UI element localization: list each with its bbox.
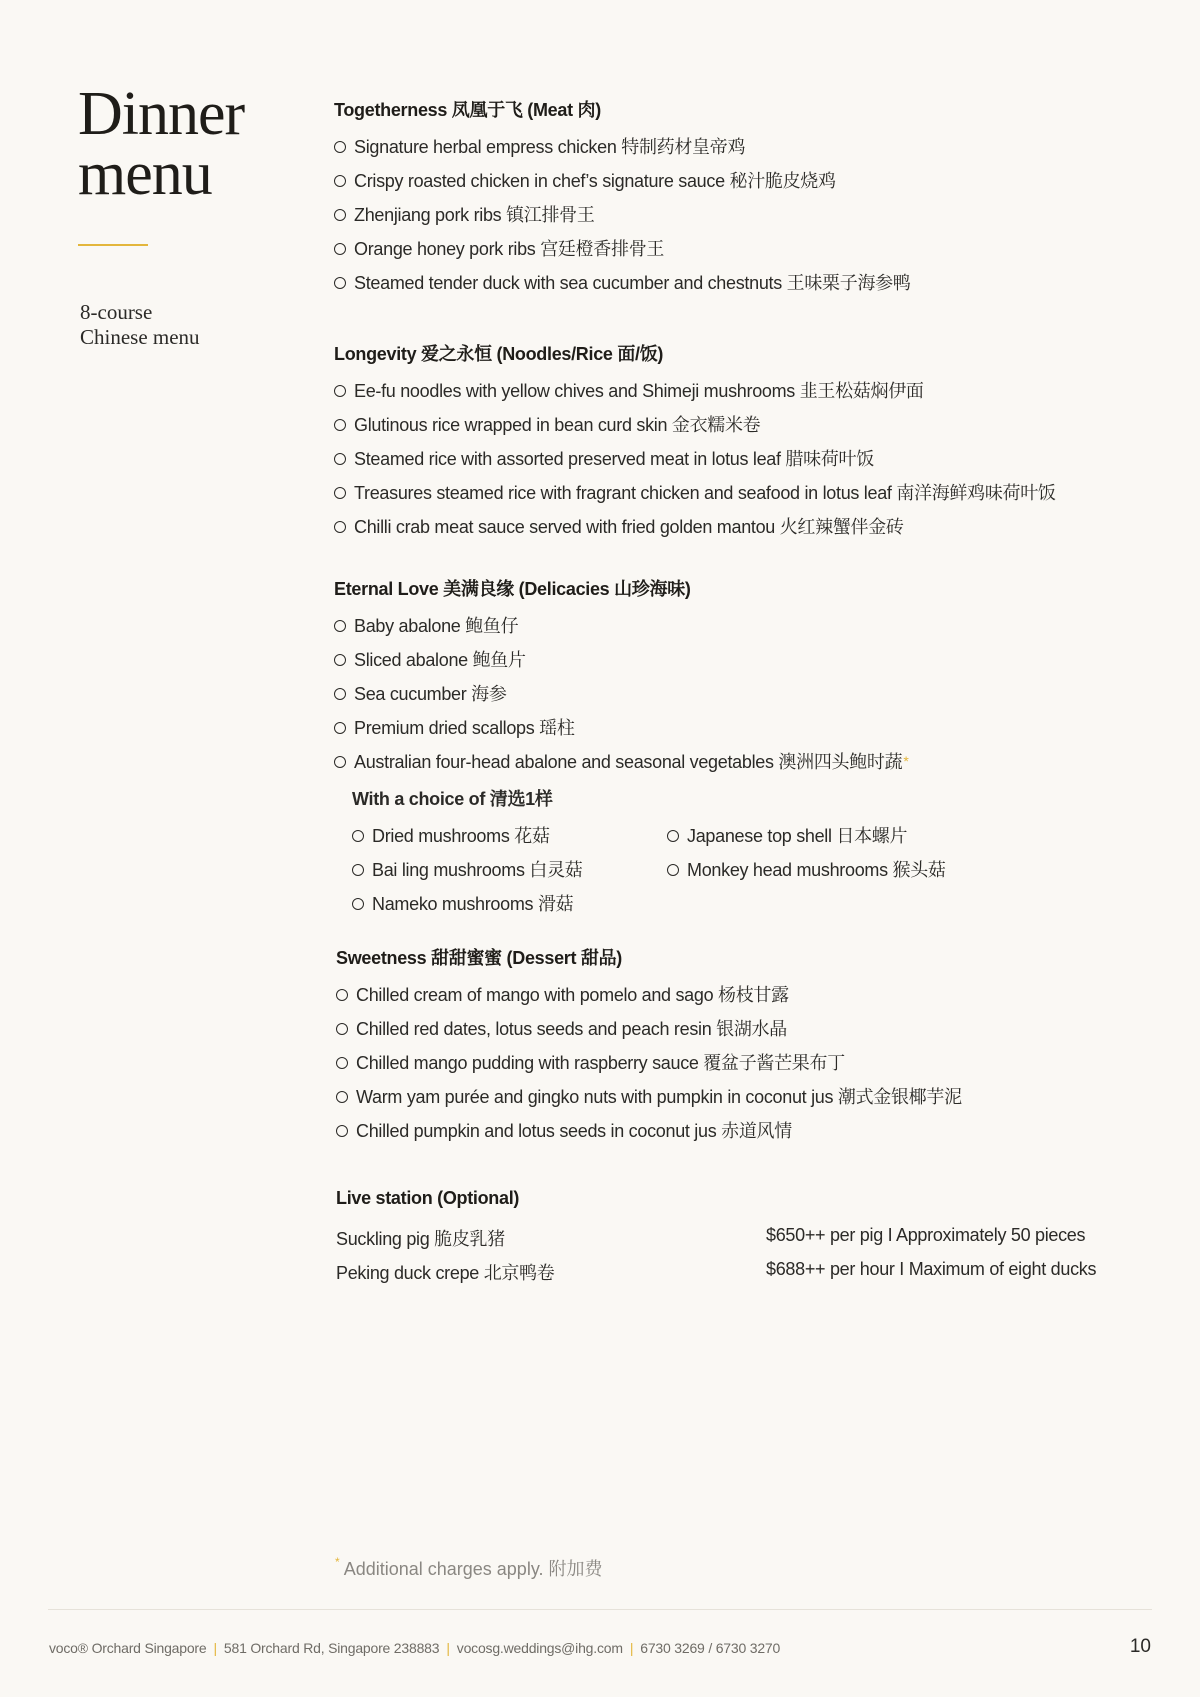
choice-item: Japanese top shell 日本螺片: [667, 822, 907, 848]
menu-item: Chilled pumpkin and lotus seeds in coconut jus 赤道风情: [336, 1117, 792, 1143]
circle-bullet-icon: [334, 277, 346, 289]
live-station-item-name: Peking duck crepe 北京鸭卷: [336, 1263, 555, 1283]
circle-bullet-icon: [334, 688, 346, 700]
menu-item: Steamed rice with assorted preserved meat in lotus leaf 腊味荷叶饭: [334, 445, 874, 471]
menu-item: Australian four-head abalone and seasonal vegetables 澳洲四头鲍时蔬 *: [334, 748, 908, 774]
menu-item: Steamed tender duck with sea cucumber and chestnuts 王味栗子海参鸭: [334, 269, 911, 295]
additional-charges-note: [334, 1555, 602, 1581]
circle-bullet-icon: [334, 385, 346, 397]
circle-bullet-icon: [334, 419, 346, 431]
menu-item: Signature herbal empress chicken 特制药材皇帝鸡: [334, 133, 745, 159]
circle-bullet-icon: [334, 453, 346, 465]
page-number: 10: [1129, 1636, 1151, 1657]
circle-bullet-icon: [352, 864, 364, 876]
additional-charge-asterisk: *: [903, 753, 909, 769]
choice-item: Dried mushrooms 花菇: [352, 822, 550, 848]
menu-item: Zhenjiang pork ribs 镇江排骨王: [334, 201, 595, 227]
note-text: Additional charges apply. 附加费: [343, 1559, 603, 1579]
page-title: [78, 80, 245, 208]
circle-bullet-icon: [334, 243, 346, 255]
circle-bullet-icon: [334, 521, 346, 533]
menu-item: Glutinous rice wrapped in bean curd skin 金衣糯米卷: [334, 411, 760, 437]
menu-item: Warm yam purée and gingko nuts with pumpkin in coconut jus 潮式金银椰芋泥: [336, 1083, 962, 1109]
section-heading-longevity: Longevity 爱之永恒 (Noodles/Rice 面/饭): [334, 344, 664, 364]
footer-separator: |: [446, 1640, 450, 1656]
menu-item: Sliced abalone 鲍鱼片: [334, 646, 526, 672]
menu-item: Sea cucumber 海参: [334, 680, 507, 706]
section-heading-sweetness: Sweetness 甜甜蜜蜜 (Dessert 甜品): [336, 948, 622, 968]
circle-bullet-icon: [667, 830, 679, 842]
circle-bullet-icon: [334, 175, 346, 187]
footer-address: 581 Orchard Rd, Singapore 238883: [223, 1640, 440, 1656]
section-heading-live-station: Live station (Optional): [336, 1188, 520, 1208]
menu-item: Chilled red dates, lotus seeds and peach resin 银湖水晶: [336, 1015, 787, 1041]
circle-bullet-icon: [352, 830, 364, 842]
menu-item: Orange honey pork ribs 宫廷橙香排骨王: [334, 235, 664, 261]
choice-item: Nameko mushrooms 滑菇: [352, 890, 573, 916]
footer-email[interactable]: vocosg.weddings@ihg.com: [456, 1640, 623, 1656]
title-line-2: menu: [78, 140, 212, 208]
choice-heading: With a choice of 清选1样: [352, 789, 553, 809]
live-station-item-price: $650++ per pig I Approximately 50 pieces: [766, 1225, 1086, 1245]
menu-item: Ee-fu noodles with yellow chives and Shimeji mushrooms 韭王松菇焖伊面: [334, 377, 924, 403]
live-station-item-price: $688++ per hour I Maximum of eight ducks: [766, 1259, 1097, 1279]
footer-separator: |: [629, 1640, 634, 1656]
circle-bullet-icon: [352, 898, 364, 910]
section-heading-togetherness: Togetherness 凤凰于飞 (Meat 肉): [334, 100, 601, 120]
footer-separator: |: [213, 1640, 217, 1656]
menu-item: Treasures steamed rice with fragrant chicken and seafood in lotus leaf 南洋海鲜鸡味荷叶饭: [334, 479, 1056, 505]
footer-contact: [49, 1640, 780, 1656]
note-asterisk: *: [335, 1555, 340, 1569]
menu-subtitle: [80, 300, 200, 350]
menu-item: Chilli crab meat sauce served with fried golden mantou 火红辣蟹伴金砖: [334, 513, 904, 539]
menu-item: Chilled mango pudding with raspberry sauce 覆盆子酱芒果布丁: [336, 1049, 845, 1075]
footer-hotel: voco® Orchard Singapore: [49, 1640, 207, 1656]
circle-bullet-icon: [334, 756, 346, 768]
circle-bullet-icon: [334, 654, 346, 666]
circle-bullet-icon: [334, 141, 346, 153]
live-station-item-name: Suckling pig 脆皮乳猪: [336, 1229, 505, 1249]
choice-item: Bai ling mushrooms 白灵菇: [352, 856, 582, 882]
circle-bullet-icon: [667, 864, 679, 876]
circle-bullet-icon: [336, 1091, 348, 1103]
circle-bullet-icon: [334, 487, 346, 499]
circle-bullet-icon: [334, 620, 346, 632]
menu-item: Chilled cream of mango with pomelo and sago 杨枝甘露: [336, 981, 789, 1007]
circle-bullet-icon: [334, 722, 346, 734]
circle-bullet-icon: [336, 989, 348, 1001]
subtitle-line-1: 8-course: [80, 300, 153, 324]
menu-item: Crispy roasted chicken in chef’s signature sauce 秘汁脆皮烧鸡: [334, 167, 836, 193]
choice-item: Monkey head mushrooms 猴头菇: [667, 856, 946, 882]
title-divider: [78, 244, 148, 246]
circle-bullet-icon: [336, 1125, 348, 1137]
circle-bullet-icon: [336, 1057, 348, 1069]
circle-bullet-icon: [336, 1023, 348, 1035]
menu-item: Baby abalone 鲍鱼仔: [334, 612, 518, 638]
footer-divider: [48, 1609, 1152, 1610]
title-line-1: Dinner: [78, 80, 245, 148]
menu-item: Premium dried scallops 瑶柱: [334, 714, 575, 740]
section-heading-eternal-love: Eternal Love 美满良缘 (Delicacies 山珍海味): [334, 579, 691, 599]
subtitle-line-2: Chinese menu: [80, 325, 200, 349]
footer-phone[interactable]: 6730 3269 / 6730 3270: [640, 1640, 781, 1656]
circle-bullet-icon: [334, 209, 346, 221]
